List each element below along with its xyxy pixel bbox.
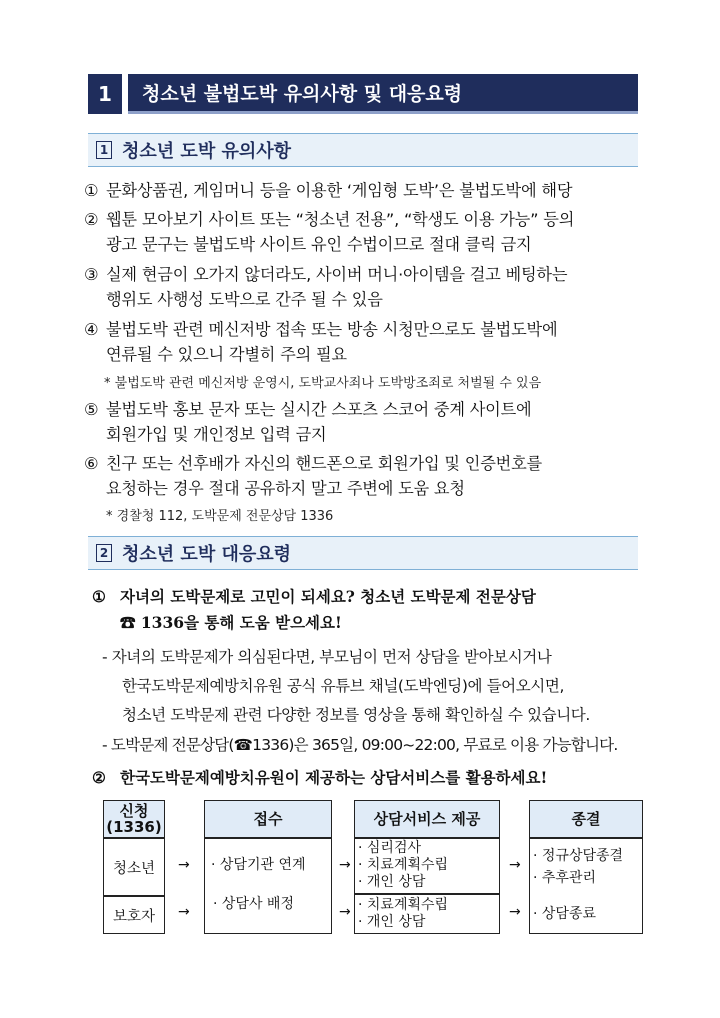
flow-head-service: 상담서비스 제공: [354, 800, 500, 838]
flow-arrow-icon: →: [509, 857, 521, 873]
caution-item-5: [84, 397, 644, 447]
item-text: 문화상품권, 게임머니 등을 이용한 ‘게임형 도박’은 불법도박에 해당: [106, 181, 573, 200]
item-text: 웹툰 모아보기 사이트 또는 “청소년 전용”, “학생도 이용 가능” 등의: [106, 210, 575, 229]
flow-arrow-icon: →: [178, 904, 190, 920]
flow-service-item: · 개인 상담: [358, 874, 426, 890]
flow-head-apply-a: 신청: [119, 802, 149, 820]
flow-intake-assign: · 상담사 배정: [213, 896, 294, 912]
flow-intake-box: [204, 838, 332, 934]
caution-item-2: [84, 207, 644, 257]
subsection-number: 2: [96, 544, 112, 562]
flow-service-item: · 개인 상담: [358, 914, 426, 930]
flow-head-intake: 접수: [204, 800, 332, 838]
item-text-cont: 회원가입 및 개인정보 입력 금지: [106, 425, 327, 444]
flow-close-item: · 추후관리: [533, 870, 596, 886]
note-messenger: * 불법도박 관련 메신저방 운영시, 도박교사죄나 도박방조죄로 처벌될 수 있음: [104, 376, 542, 391]
point-text: 한국도박문제예방치유원이 제공하는 상담서비스를 활용하세요!: [120, 768, 548, 787]
flow-applicant-guardian: 보호자: [103, 896, 165, 934]
item-number: ③: [84, 265, 99, 284]
hotline-info: - 도박문제 전문상담(☎1336)은 365일, 09:00~22:00, 무료로 이용 가능합니다.: [102, 736, 618, 754]
item-text-cont: 광고 문구는 불법도박 사이트 유인 수법이므로 절대 클릭 금지: [106, 235, 532, 254]
item-number: ④: [84, 320, 99, 339]
caution-item-6: [84, 451, 644, 501]
flow-head-apply: [103, 800, 165, 838]
flow-applicant-youth: 청소년: [103, 838, 165, 896]
item-text-cont: 연류될 수 있으니 각별히 주의 필요: [106, 345, 347, 364]
point-number: ②: [92, 768, 106, 787]
flow-service-item: · 치료계획수립: [358, 897, 449, 913]
item-text-cont: 요청하는 경우 절대 공유하지 말고 주변에 도움 요청: [106, 479, 465, 498]
flow-arrow-icon: →: [178, 857, 190, 873]
item-number: ①: [84, 181, 99, 200]
subsection-title: 청소년 도박 유의사항: [122, 141, 292, 162]
caution-item-1: [84, 178, 644, 203]
item-number: ⑥: [84, 454, 99, 473]
guidance-line-2: 한국도박문제예방치유원 공식 유튜브 채널(도박엔딩)에 들어오시면,: [122, 677, 564, 695]
section-title: 청소년 불법도박 유의사항 및 대응요령: [128, 74, 638, 114]
caution-item-3: [84, 262, 644, 312]
item-text: 불법도박 홍보 문자 또는 실시간 스포츠 스코어 중계 사이트에: [106, 400, 532, 419]
section-header: [88, 74, 638, 114]
flow-head-close: 종결: [529, 800, 643, 838]
note-contacts: * 경찰청 112, 도박문제 전문상담 1336: [106, 509, 334, 524]
flow-arrow-icon: →: [509, 904, 521, 920]
flow-close-item: · 정규상담종결: [533, 848, 624, 864]
caution-item-4: [84, 317, 644, 367]
response-point-2: [92, 765, 652, 791]
response-point-1: [92, 584, 652, 636]
flow-close-item: · 상담종료: [533, 906, 596, 922]
service-flow-diagram: [103, 800, 643, 935]
subsection-header-2: [88, 536, 638, 570]
flow-intake-linkage: · 상담기관 연계: [211, 857, 306, 873]
subsection-number: 1: [96, 141, 112, 159]
item-text: 친구 또는 선후배가 자신의 핸드폰으로 회원가입 및 인증번호를: [106, 454, 542, 473]
flow-service-item: · 치료계획수립: [358, 857, 449, 873]
subsection-title: 청소년 도박 대응요령: [122, 544, 292, 565]
flow-head-apply-b: (1336): [106, 818, 162, 836]
item-number: ⑤: [84, 400, 99, 419]
section-number: 1: [88, 74, 122, 114]
point-text-cont: ☎ 1336을 통해 도움 받으세요!: [120, 613, 342, 632]
guidance-line-3: 청소년 도박문제 관련 다양한 정보를 영상을 통해 확인하실 수 있습니다.: [122, 706, 590, 724]
guidance-line-1: - 자녀의 도박문제가 의심된다면, 부모님이 먼저 상담을 받아보시거나: [102, 648, 552, 666]
subsection-header-1: [88, 133, 638, 167]
item-text: 실제 현금이 오가지 않더라도, 사이버 머니·아이템을 걸고 베팅하는: [106, 265, 568, 284]
point-number: ①: [92, 587, 106, 606]
flow-service-item: · 심리검사: [358, 840, 421, 856]
guidance-paragraph: [102, 643, 652, 730]
item-text-cont: 행위도 사행성 도박으로 간주 될 수 있음: [106, 290, 383, 309]
flow-arrow-icon: →: [339, 904, 351, 920]
flow-arrow-icon: →: [339, 857, 351, 873]
item-text: 불법도박 관련 메신저방 접속 또는 방송 시청만으로도 불법도박에: [106, 320, 558, 339]
point-text: 자녀의 도박문제로 고민이 되세요? 청소년 도박문제 전문상담: [120, 587, 536, 606]
item-number: ②: [84, 210, 99, 229]
